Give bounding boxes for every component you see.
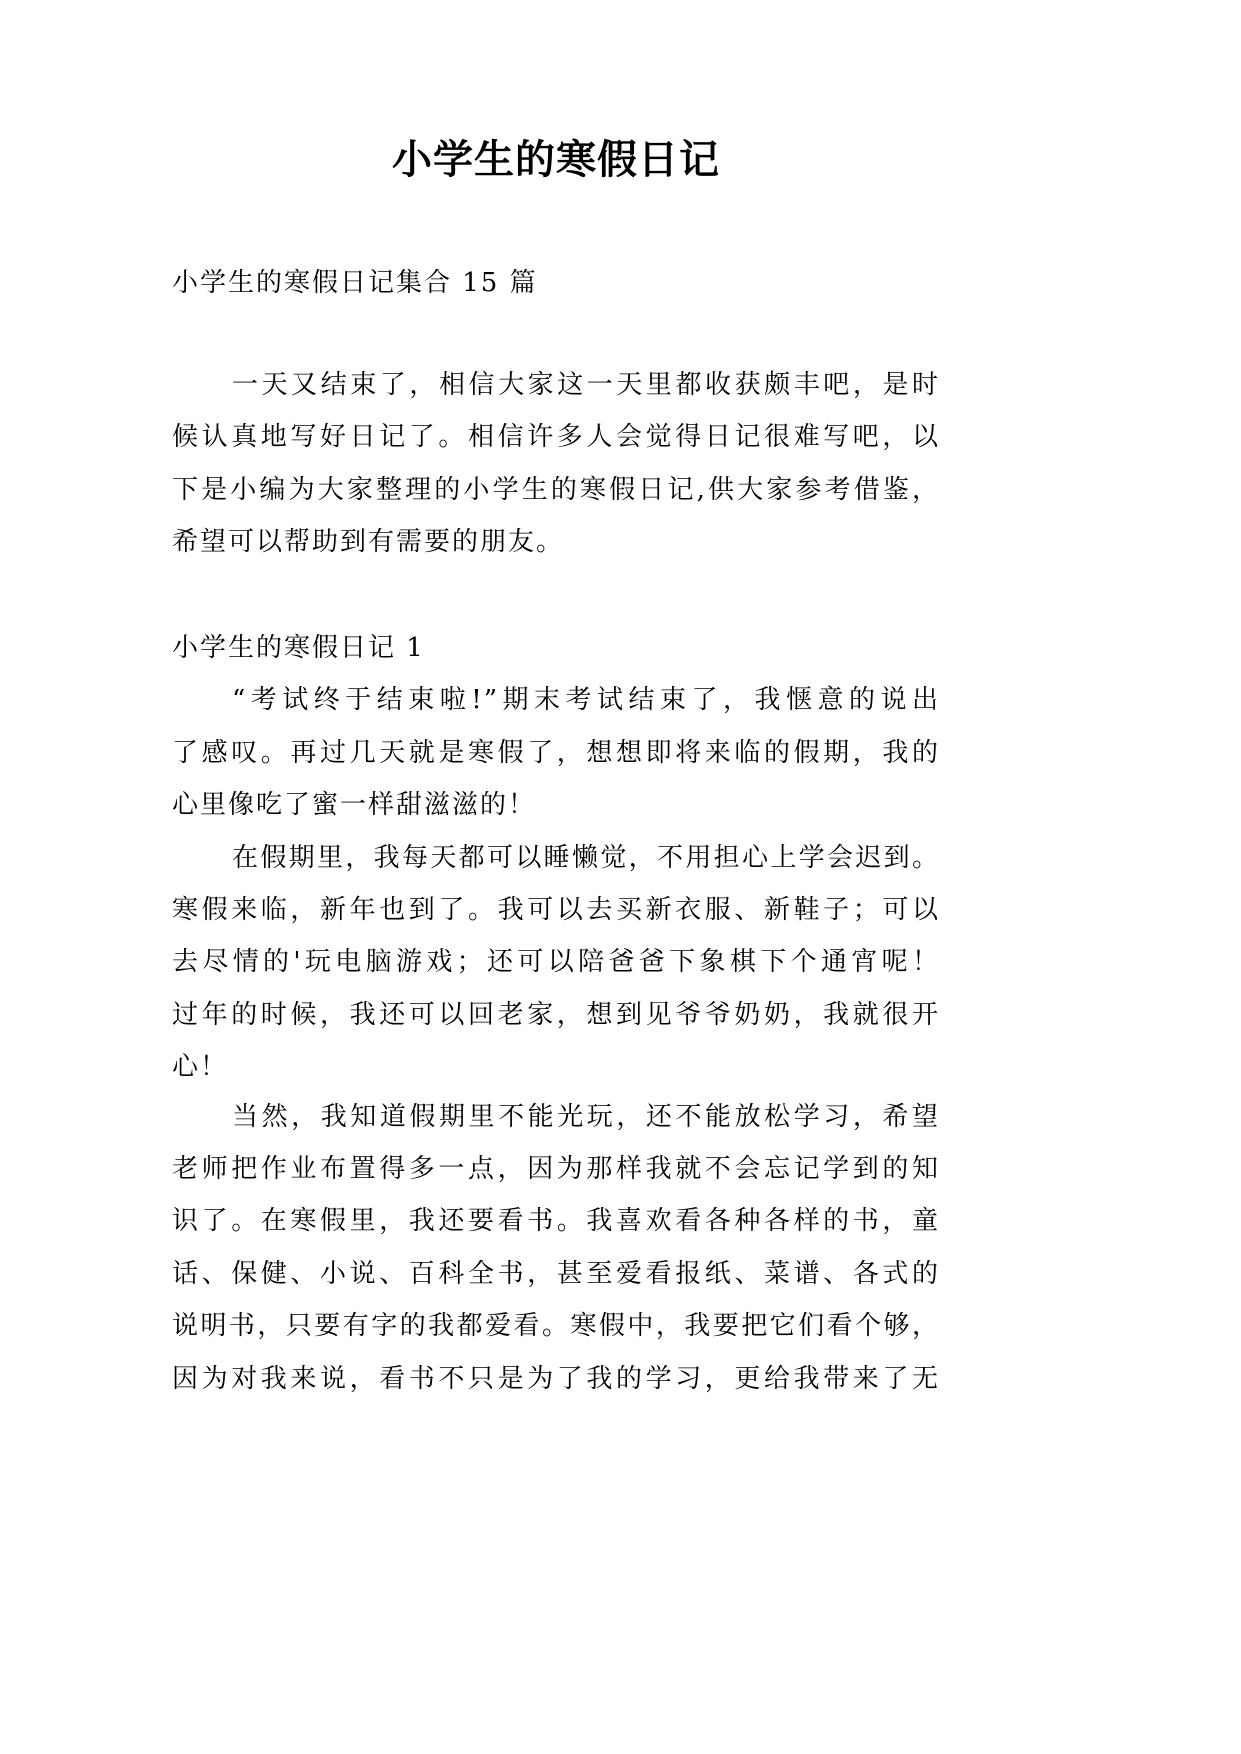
paragraph-line: 老师把作业布置得多一点，因为那样我就不会忘记学到的知: [172, 1154, 940, 1185]
paragraph-line: 心里像吃了蜜一样甜滋滋的！: [172, 790, 537, 821]
entry-heading: 小学生的寒假日记 1: [172, 633, 425, 664]
paragraph-line: 一天又结束了，相信大家这一天里都收获颇丰吧，是时: [232, 370, 940, 400]
paragraph-line: 说明书，只要有字的我都爱看。寒假中，我要把它们看个够，: [172, 1311, 940, 1342]
paragraph-line: 希望可以帮助到有需要的朋友。: [172, 527, 565, 558]
intro-paragraph: [172, 359, 940, 569]
paragraph-line: 因为对我来说，看书不只是为了我的学习，更给我带来了无: [172, 1363, 940, 1394]
paragraph-line: 识了。在寒假里，我还要看书。我喜欢看各种各样的书，童: [172, 1206, 940, 1237]
paragraph-line: 话、保健、小说、百科全书，甚至爱看报纸、菜谱、各式的: [172, 1258, 940, 1289]
paragraph-line: 心！: [172, 1052, 229, 1083]
entry-paragraph: [172, 1091, 940, 1405]
paragraph-line: 下是小编为大家整理的小学生的寒假日记,供大家参考借鉴，: [172, 474, 940, 505]
paragraph-line: 了感叹。再过几天就是寒假了，想想即将来临的假期，我的: [172, 737, 940, 768]
paragraph-line: 过年的时候，我还可以回老家，想到见爷爷奶奶，我就很开: [172, 999, 940, 1030]
paragraph-line: 去尽情的'玩电脑游戏；还可以陪爸爸下象棋下个通宵呢！: [172, 947, 940, 978]
document-subtitle: 小学生的寒假日记集合 15 篇: [172, 268, 538, 298]
document-title: 小学生的寒假日记: [392, 136, 720, 183]
entry-paragraph: [172, 674, 940, 831]
paragraph-line: 候认真地写好日记了。相信许多人会觉得日记很难写吧，以: [172, 422, 940, 453]
entry-paragraph: [172, 832, 940, 1094]
document-body: [172, 257, 940, 1405]
paragraph-line: 当然，我知道假期里不能光玩，还不能放松学习，希望: [232, 1101, 940, 1132]
paragraph-line: 在假期里，我每天都可以睡懒觉，不用担心上学会迟到。: [232, 842, 940, 873]
paragraph-line: 寒假来临，新年也到了。我可以去买新衣服、新鞋子；可以: [172, 895, 940, 926]
paragraph-line: “考试终于结束啦!”期末考试结束了，我惬意的说出: [232, 685, 940, 716]
